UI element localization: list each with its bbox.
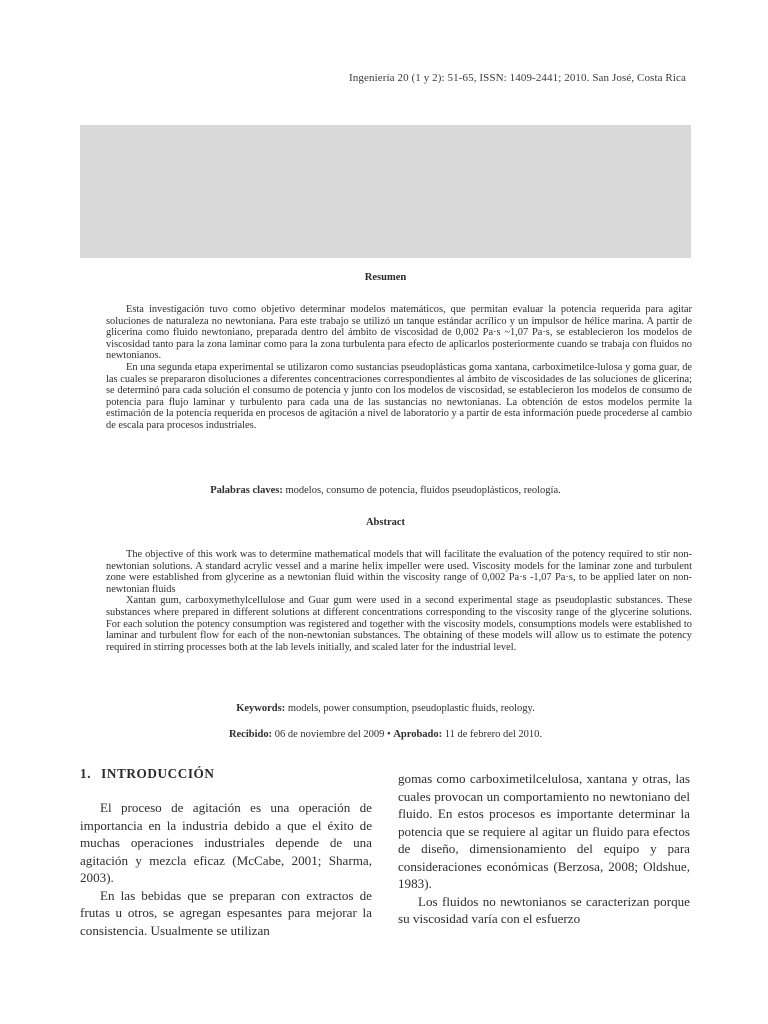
right-column — [398, 770, 690, 928]
keywords-line — [80, 703, 691, 714]
resumen-body — [106, 304, 692, 432]
received-label: Recibido: — [228, 729, 273, 740]
resumen-heading: Resumen — [364, 272, 407, 283]
palabras-claves-label: Palabras claves: — [210, 485, 283, 496]
intro-paragraph-1: El proceso de agitación es una operación de importancia en la industria debido a que el éxito de muchas operaciones industriales depende de una agitación y mezcla eficaz (McCabe, 2001; Sharma, 2003). — [80, 800, 372, 885]
received-date: 06 de noviembre del 2009 • — [272, 729, 394, 740]
keywords-text: models, power consumption, pseudoplastic fluids, reology. — [285, 703, 535, 714]
intro-paragraph-2: En las bebidas que se preparan con extractos de frutas u otros, se agregan espesantes para mejorar la consistencia. Usualmente se utilizan — [80, 887, 372, 938]
abstract-paragraph-1: The objective of this work was to determine mathematical models that will facilitate the evaluation of the potency required to stir non-newtonian solutions. A standard acrylic vessel and a marine helix impeller were used. Viscosity models for the laminar zone and turbulent zone were established from glycerine as a newtonian fluid within the viscosity range of 0,002 Pa·s -1,07 Pa·s, to be applied later on non-newtonian fluids — [106, 549, 692, 595]
abstract-paragraph-2: Xantan gum, carboxymethylcellulose and Guar gum were used in a second experimental stage as pseudoplastic substances. These substances where prepared in different solutions at different concentrations corresponding to the viscosity range of the glycerine solutions. For each solution the potency consumption was registered and together with the viscosity models, consumptions models were established to laminar and turbulent flow for each of the non-newtonian substances. The obtaining of these models will allow us to estimate the potency required in stirring processes both at the lab levels initially, and scaled later for the industrial level. — [106, 595, 692, 653]
abstract-heading: Abstract — [365, 517, 406, 528]
approved-date: 11 de febrero del 2010. — [442, 729, 543, 740]
resumen-paragraph-2: En una segunda etapa experimental se utilizaron como sustancias pseudoplásticas goma xantana, carboximetilce-lulosa y goma guar, de las cuales se prepararon disoluciones a diferentes concentraciones correspondientes al ámbito de viscosidades de las soluciones de glicerina; se determinó para cada solución el consumo de potencia y junto con los modelos de viscosidad, se establecieron los modelos de consumo de potencia para flujo laminar y turbulento para cada una de las sustancias no newtonianas. La obtención de estos modelos permite la estimación de la potencia requerida en procesos de agitación a nivel de laboratorio y a partir de esta información puede procederse al cambio de escala para procesos industriales. — [106, 361, 692, 431]
journal-citation: Ingeniería 20 (1 y 2): 51-65, ISSN: 1409-2441; 2010. San José, Costa Rica — [349, 72, 686, 84]
approved-label: Aprobado: — [393, 729, 443, 740]
section-title-introduccion — [80, 766, 215, 782]
title-banner-placeholder — [80, 125, 691, 258]
resumen-paragraph-1: Esta investigación tuvo como objetivo determinar modelos matemáticos, que permitan evaluar la potencia requerida para agitar soluciones de naturaleza no newtoniana. Para este trabajo se utilizó un tanque estándar acrílico y un impulsor de hélice marina. A partir de glicerina como fluido newtoniano, preparada dentro del ámbito de viscosidad de 0,002 Pa·s ~1,07 Pa·s, se establecieron los modelos de viscosidad tanto para la zona laminar como para la zona turbulenta para efecto de aplicarlos posteriormente cuando se trabaja con fluidos no newtonianos. — [106, 304, 692, 362]
intro-paragraph-3: gomas como carboximetilcelulosa, xantana y otras, las cuales provocan un comportamiento no newtoniano del fluido. En estos procesos es importante determinar la potencia que se requiere al agitar un fluido para efectos de diseño, dimensionamiento del equipo y para consideraciones económicas (Berzosa, 2008; Oldshue, 1983). — [398, 771, 690, 891]
palabras-claves-text: modelos, consumo de potencia, fluidos pseudoplásticos, reología. — [282, 485, 561, 496]
palabras-claves-line — [80, 485, 691, 496]
left-column — [80, 799, 372, 939]
abstract-body — [106, 549, 692, 653]
section-number: 1. — [80, 766, 92, 781]
intro-paragraph-4: Los fluidos no newtonianos se caracterizan porque su viscosidad varía con el esfuerzo — [398, 893, 690, 926]
keywords-label: Keywords: — [236, 703, 286, 714]
dates-line — [80, 729, 691, 740]
section-title-text: INTRODUCCIÓN — [101, 766, 215, 781]
